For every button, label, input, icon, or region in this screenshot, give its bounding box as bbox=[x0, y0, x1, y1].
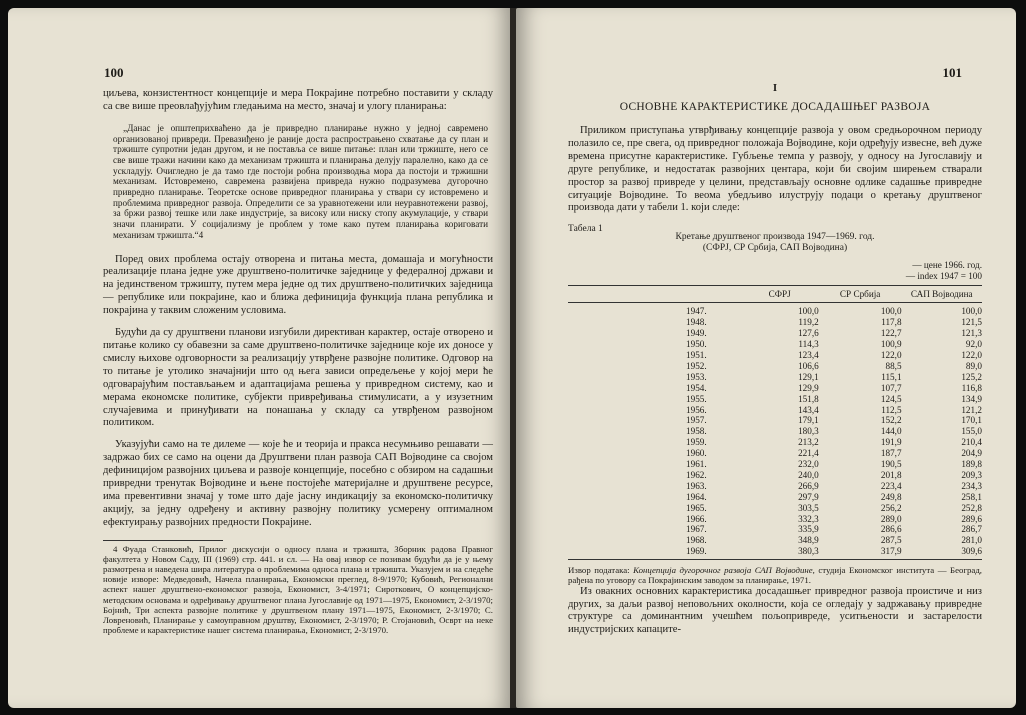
year-cell: 1950. bbox=[686, 339, 707, 350]
year-cell: 1954. bbox=[686, 382, 707, 393]
year-cell: 1960. bbox=[686, 448, 707, 459]
table-row bbox=[568, 524, 982, 535]
year-cell: 1957. bbox=[686, 415, 707, 426]
value-cell: 121,5 bbox=[961, 317, 982, 328]
value-cell: 221,4 bbox=[798, 448, 819, 459]
data-table bbox=[568, 285, 982, 560]
value-cell: 121,2 bbox=[961, 404, 982, 415]
year-cell: 1955. bbox=[686, 393, 707, 404]
value-cell: 114,3 bbox=[798, 339, 819, 350]
table-note-line: — цене 1966. год. bbox=[912, 260, 982, 271]
value-cell: 287,5 bbox=[880, 535, 902, 546]
year-cell: 1966. bbox=[686, 513, 707, 524]
value-cell: 152,2 bbox=[880, 415, 902, 426]
value-cell: 122,0 bbox=[880, 349, 902, 360]
table-row bbox=[568, 339, 982, 350]
intro-paragraph: Приликом приступања утврђивању концепције развоја у овом средњорочном периоду полазило се, пре свега, од привредног положаја Војводине, који одређују извесне, већ дуже времена присутне карактеристике. Губљење темпа у развоју, у односу на Југославију и друге републике, и недостатак развојних центара, који би својим ширењем стварали простор за развој привреде у целини, представљају основне одлике садашње привредне ситуације Војводине. То веома убедљиво илуструју подаци о кретању друштвеног производа дати у табели 1. који следе: bbox=[568, 125, 982, 214]
value-cell: 240,0 bbox=[798, 469, 819, 480]
year-cell: 1967. bbox=[686, 524, 707, 535]
value-cell: 134,9 bbox=[961, 393, 982, 404]
value-cell: 380,3 bbox=[741, 546, 819, 559]
table-row bbox=[568, 415, 982, 426]
value-cell: 170,1 bbox=[961, 415, 982, 426]
year-cell: 1963. bbox=[686, 480, 707, 491]
year-cell: 1969. bbox=[568, 546, 741, 559]
value-cell: 107,7 bbox=[880, 382, 902, 393]
year-cell: 1947. bbox=[686, 306, 707, 317]
column-header: СР Србија bbox=[819, 286, 902, 303]
value-cell: 286,6 bbox=[880, 524, 902, 535]
value-cell: 116,8 bbox=[961, 382, 982, 393]
table-title-line: Кретање друштвеног производа 1947—1969. год. bbox=[675, 232, 875, 243]
column-header: СФРЈ bbox=[741, 286, 819, 303]
value-cell: 258,1 bbox=[961, 491, 982, 502]
value-cell: 129,1 bbox=[798, 371, 819, 382]
footnote: 4 Фуада Станковић, Прилог дискусији о односу плана и тржишта, Зборник радова Правног факултета у Новом Саду, III (1969) стр. 441. и сл. — На овај извор се позивам будући да је у њему размотрена и наведена шира литература о проблемима односа плана и тржишта. Указујем и на следеће новије изворе: Медведовић, Начела планирања, Економски преглед, 8-9/1970; Кубовић, Регионални аспект нашег друштвено-економског развоја, Економист, 3-4/1971; Сироткович, О концепцијско-методским основама и одређивању друштвеног плана Југославије од 1971—1975, Економист, 2-3/1970; Бојнић, Три аспекта развојне политике у друштвеном плану 1971—1975, Економист, 2-3/1970; С. Ловреновић, Планирање у самоуправном друштву, Економист, 2-3/1970; Р. Стојановић, Осврт на неке проблеме и карактеристике нашег система планирања, Економист, 2-3/1970. bbox=[103, 543, 493, 636]
value-cell: 100,0 bbox=[880, 306, 902, 317]
table-label: Табела 1 bbox=[568, 224, 603, 235]
value-cell: 252,8 bbox=[961, 502, 982, 513]
value-cell: 124,5 bbox=[880, 393, 902, 404]
value-cell: 88,5 bbox=[885, 360, 902, 371]
value-cell: 286,7 bbox=[961, 524, 982, 535]
table-title-line: (СФРЈ, СР Србија, САП Војводина) bbox=[702, 243, 848, 254]
value-cell: 180,3 bbox=[798, 426, 819, 437]
value-cell: 232,0 bbox=[798, 459, 819, 470]
table-row bbox=[568, 470, 982, 481]
value-cell: 256,2 bbox=[880, 502, 902, 513]
year-cell: 1949. bbox=[686, 328, 707, 339]
table-row bbox=[568, 383, 982, 394]
value-cell: 303,5 bbox=[798, 502, 819, 513]
value-cell: 223,4 bbox=[880, 480, 902, 491]
value-cell: 92,0 bbox=[965, 339, 982, 350]
right-text-column bbox=[568, 82, 982, 646]
year-cell: 1968. bbox=[686, 535, 707, 546]
year-cell: 1958. bbox=[686, 426, 707, 437]
value-cell: 266,9 bbox=[798, 480, 819, 491]
year-cell: 1964. bbox=[686, 491, 707, 502]
value-cell: 187,7 bbox=[880, 448, 902, 459]
value-cell: 112,5 bbox=[881, 404, 902, 415]
year-cell: 1959. bbox=[686, 437, 707, 448]
page-number: 100 bbox=[104, 65, 124, 80]
year-cell: 1965. bbox=[686, 502, 707, 513]
table-row bbox=[568, 535, 982, 546]
table-row bbox=[568, 503, 982, 514]
value-cell: 119,2 bbox=[798, 317, 819, 328]
value-cell: 129,9 bbox=[798, 382, 819, 393]
left-text-column bbox=[103, 88, 493, 636]
value-cell: 335,9 bbox=[798, 524, 819, 535]
value-cell: 201,8 bbox=[880, 469, 902, 480]
value-cell: 309,6 bbox=[902, 546, 982, 559]
year-cell: 1948. bbox=[686, 317, 707, 328]
table-row bbox=[568, 437, 982, 448]
table-row bbox=[568, 317, 982, 328]
value-cell: 189,8 bbox=[961, 459, 982, 470]
table-row bbox=[568, 350, 982, 361]
value-cell: 122,0 bbox=[961, 349, 982, 360]
left-page bbox=[8, 8, 512, 708]
source-rest: , студија Економског института — Београд, рађена по уговору са Покрајинским заводом за планирање, 1971. bbox=[568, 565, 982, 586]
table-row bbox=[568, 426, 982, 437]
paragraph: Указујући само на те дилеме — које ће и теорија и пракса несумњиво решавати — задржао бих се само на оцени да Друштвени план развоја САП Војводине са својом дефиницијом развојних циљева и развоје концепције, посебно с обзиром на садашњи привредни тренутак Војводине и њене постојеће материјалне и друштвене ресурсе, има превентивни значај у томе што даје јасну индикацију за економско-политичку акцију, за једну одређену и активну развојну политику усмерену оптималном ефектуирању развојних предности Покрајине. bbox=[103, 439, 493, 528]
footnote-rule bbox=[103, 540, 223, 541]
value-cell: 117,8 bbox=[881, 317, 902, 328]
table-row bbox=[568, 492, 982, 503]
year-cell: 1956. bbox=[686, 404, 707, 415]
year-cell: 1961. bbox=[686, 459, 707, 470]
source-prefix: Извор података: bbox=[568, 565, 634, 576]
value-cell: 144,0 bbox=[880, 426, 902, 437]
value-cell: 281,0 bbox=[961, 535, 982, 546]
year-cell: 1952. bbox=[686, 360, 707, 371]
table-row bbox=[568, 546, 982, 559]
paragraph: Из овакних основних карактеристика досадашњег привредног развоја проистиче и низ других, за даљи развој неповољних околности, која се огледају у задржавању привредне структуре са доминантним учешћем пољопривреде, уситњености и застарелости индустријских капаците- bbox=[568, 585, 982, 636]
value-cell: 155,0 bbox=[961, 426, 982, 437]
chapter-title: ОСНОВНЕ КАРАКТЕРИСТИКЕ ДОСАДАШЊЕГ РАЗВОЈА bbox=[619, 101, 931, 113]
year-cell: 1953. bbox=[686, 371, 707, 382]
value-cell: 213,2 bbox=[798, 437, 819, 448]
table-title bbox=[568, 232, 982, 254]
value-cell: 234,3 bbox=[961, 480, 982, 491]
table-header-row bbox=[568, 286, 982, 303]
table-row bbox=[568, 303, 982, 317]
table-row bbox=[568, 361, 982, 372]
value-cell: 297,9 bbox=[798, 491, 819, 502]
value-cell: 143,4 bbox=[798, 404, 819, 415]
table-body bbox=[568, 303, 982, 560]
value-cell: 190,5 bbox=[880, 459, 902, 470]
value-cell: 89,0 bbox=[965, 360, 982, 371]
chapter-number: I bbox=[772, 82, 778, 94]
column-header: САП Војводина bbox=[902, 286, 982, 303]
paragraph: Будући да су друштвени планови изгубили директиван карактер, остаје отворено и питање колико су обавезни за саме друштвено-политичке заједнице које их доносе у смислу њихове одговорности за реализацију утврђене развојне политике. Одговор на то питање је утолико значајнији што од њега зависи опредељење у којој мери ће одговарајућим постављањем и адаптацијама решења у привредном систему, као и мерама економске политике, субјекти привређивања стимулисати, а у изузетним случајевима и принуђивати на понашања у складу са утврђеном развојном политиком. bbox=[103, 327, 493, 429]
source-title: Концепција дугорочног развоја САП Војводине bbox=[633, 565, 813, 576]
value-cell: 348,9 bbox=[798, 535, 819, 546]
table-row bbox=[568, 514, 982, 525]
block-quote: „Данас је општеприхваћено да је привредно планирање нужно у једној савремено организованој привреди. Превазиђено је раније доста распрострањено схватање да су план и тржиште супротни један другом, и не поставља се више питање: план или тржиште, него се све више тражи начини како да механизам тржишта и планирања делују паралелно, како да се ускладују. Очигледно је да тамо где постоји робна производња мора да постоји и тржишни механизам. Истовремено, савремена развијена привреда нужно подразумева дугорочно привредно планирање. Теоретске основе привредног планирања у ствари су истовремено и проблемима привредног развоја. Определити се за уравнотежени или неуравнотежени развој, за бржи развој тешке или лаке индустрије, за високу или ниску стопу акумулације, у ствари значи планирати. У социјализму је проблем у томе како путем планирања кориговати механизам тржишта.“4 bbox=[113, 122, 488, 240]
table-row bbox=[568, 372, 982, 383]
table-row bbox=[568, 405, 982, 416]
value-cell: 204,9 bbox=[961, 448, 982, 459]
value-cell: 191,9 bbox=[880, 437, 902, 448]
right-page bbox=[516, 8, 1016, 708]
value-cell: 100,0 bbox=[961, 306, 982, 317]
value-cell: 100,0 bbox=[798, 306, 819, 317]
table-row bbox=[568, 448, 982, 459]
column-header bbox=[568, 286, 741, 303]
value-cell: 121,3 bbox=[961, 328, 982, 339]
paragraph: циљева, конзистентност концепције и мера Покрајине потребно поставити у складу са све више преовлађујућим гледањима на место, значај и улогу планирања: bbox=[103, 88, 493, 112]
paragraph: Поред ових проблема остају отворена и питања места, домашаја и могућности реализације плана једне уже друштвено-политичке заједнице у федералној држави и на јединственом тржишту, путем мера једне од тих друштвено-политичких заједница — републике или покрајине, као и ближа дефиниција функција плана република и покрајина у таквим сложеним условима. bbox=[103, 253, 493, 317]
page-number: 101 bbox=[942, 65, 962, 80]
value-cell: 210,4 bbox=[961, 437, 982, 448]
value-cell: 209,3 bbox=[961, 469, 982, 480]
table-row bbox=[568, 328, 982, 339]
table-row bbox=[568, 481, 982, 492]
value-cell: 127,6 bbox=[798, 328, 819, 339]
value-cell: 125,2 bbox=[961, 371, 982, 382]
value-cell: 123,4 bbox=[798, 349, 819, 360]
year-cell: 1962. bbox=[686, 469, 707, 480]
value-cell: 100,9 bbox=[880, 339, 902, 350]
value-cell: 332,3 bbox=[798, 513, 819, 524]
table-source bbox=[568, 565, 982, 585]
value-cell: 249,8 bbox=[880, 491, 902, 502]
value-cell: 106,6 bbox=[798, 360, 819, 371]
value-cell: 317,9 bbox=[819, 546, 902, 559]
value-cell: 289,6 bbox=[961, 513, 982, 524]
value-cell: 151,8 bbox=[798, 393, 819, 404]
table-note-line: — index 1947 = 100 bbox=[905, 270, 982, 281]
value-cell: 289,0 bbox=[880, 513, 902, 524]
table-row bbox=[568, 459, 982, 470]
value-cell: 122,7 bbox=[880, 328, 902, 339]
value-cell: 115,1 bbox=[881, 371, 902, 382]
value-cell: 179,1 bbox=[798, 415, 819, 426]
year-cell: 1951. bbox=[686, 349, 707, 360]
table-note bbox=[568, 260, 982, 281]
table-row bbox=[568, 394, 982, 405]
